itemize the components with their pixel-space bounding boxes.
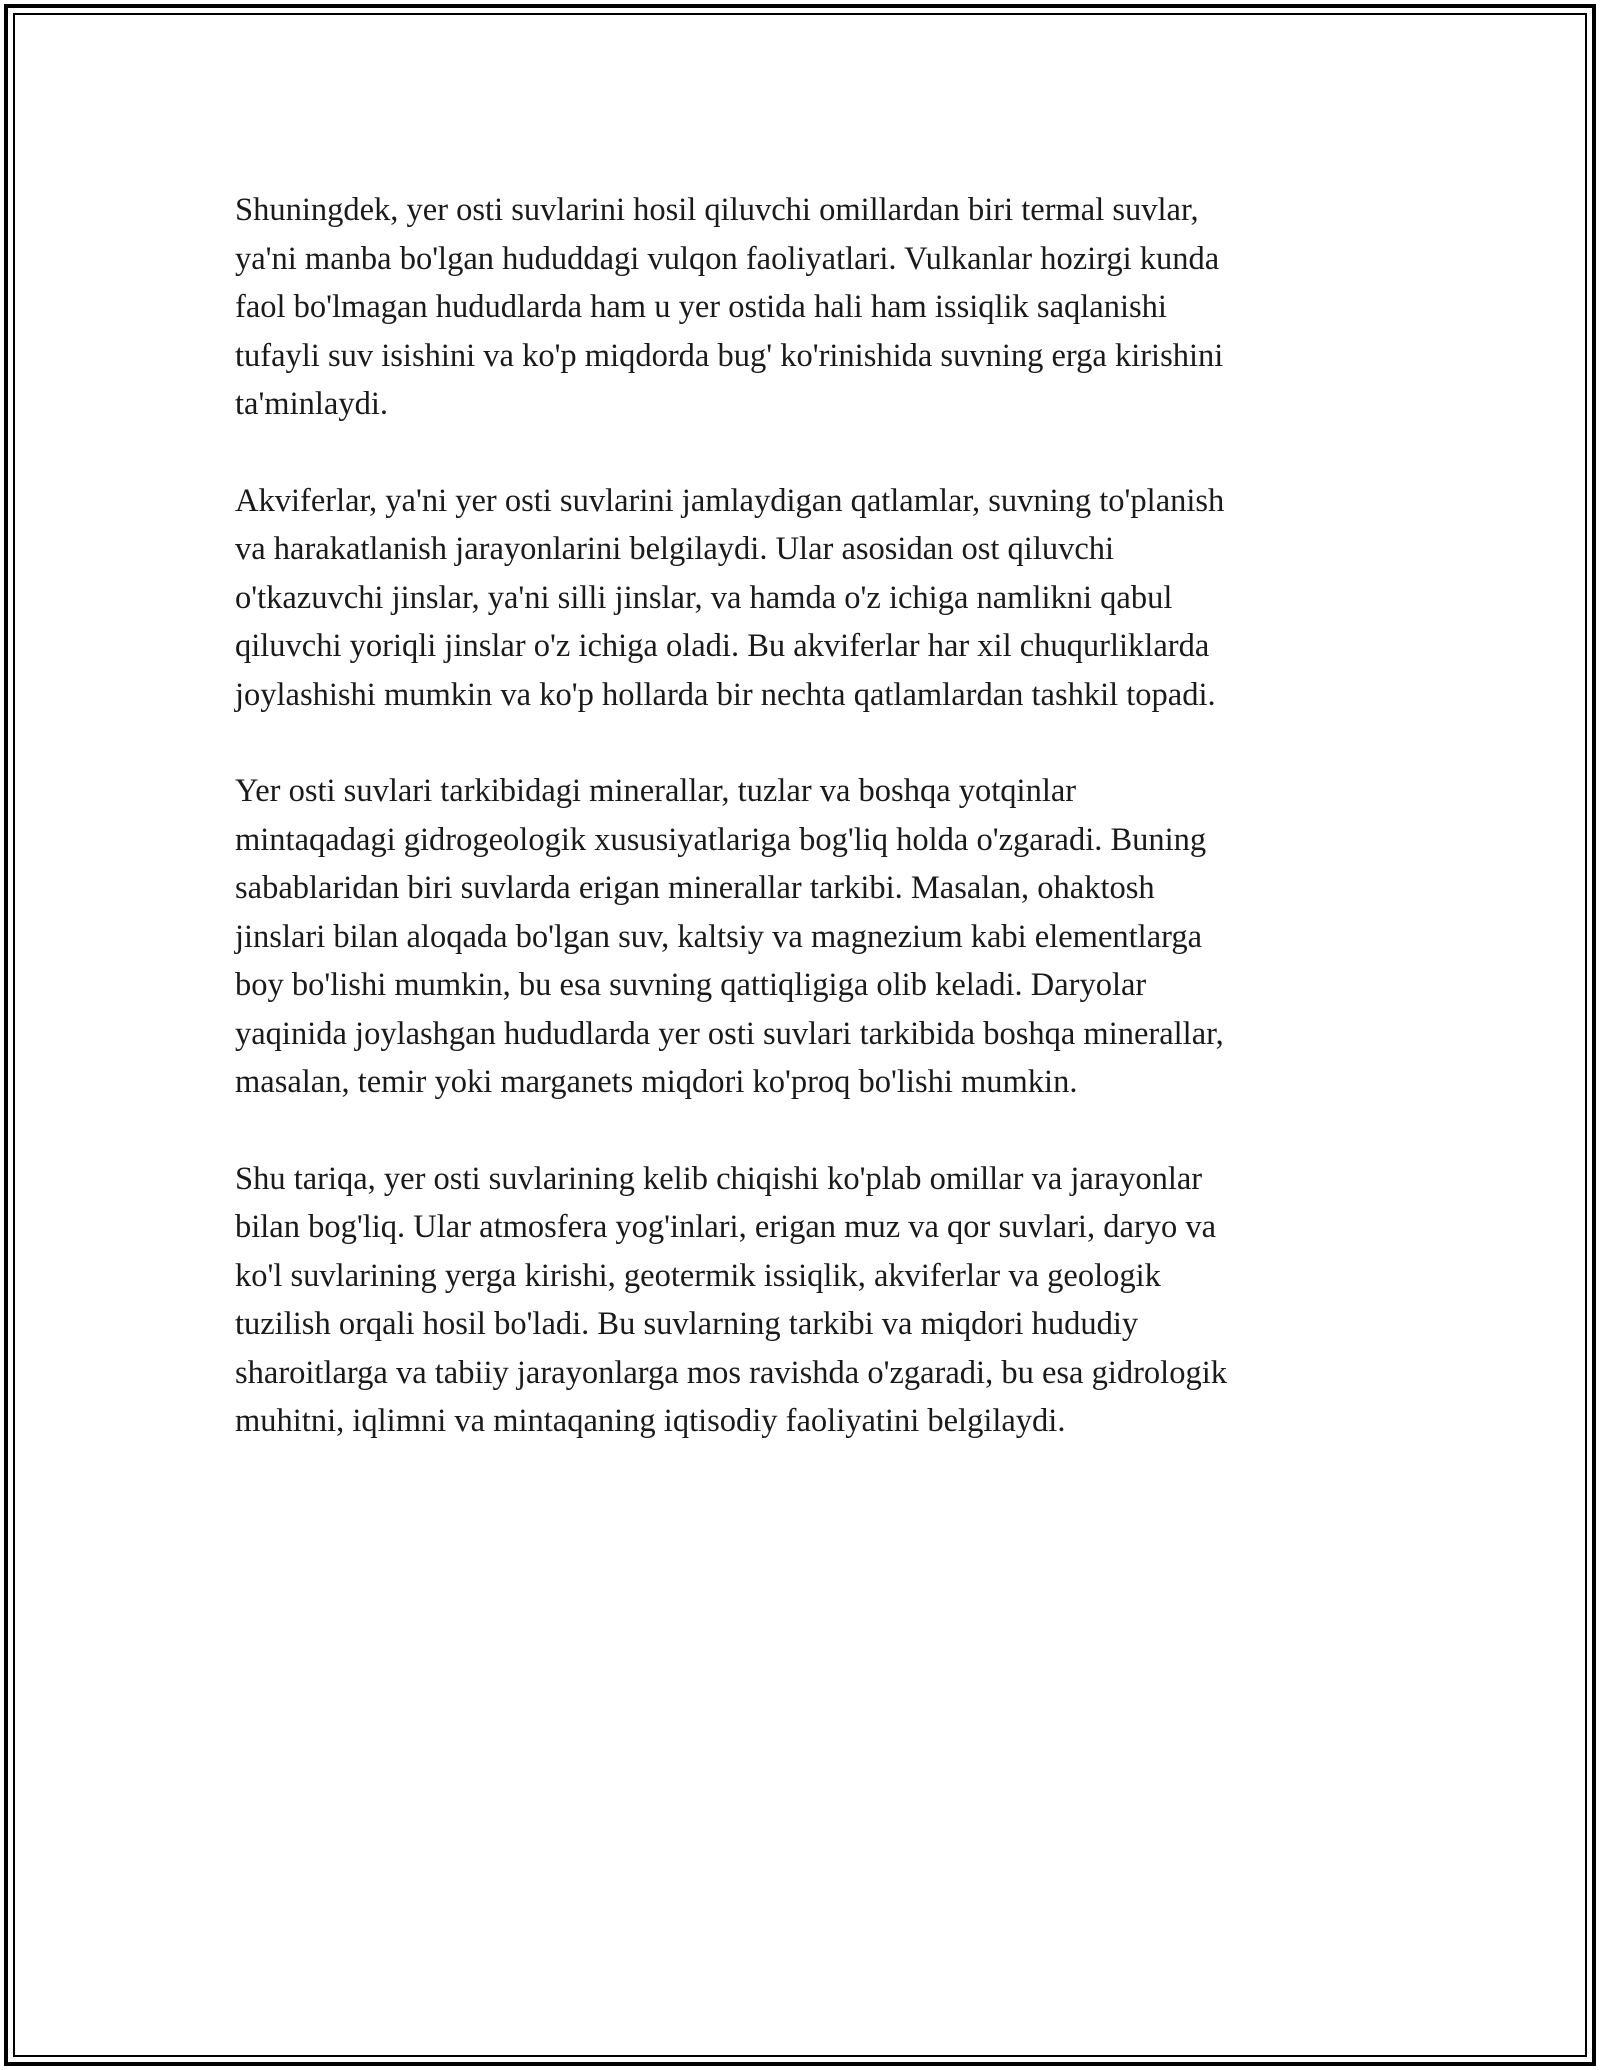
paragraph-minerallar: Yer osti suvlari tarkibidagi minerallar, tuzlar va boshqa yotqinlar mintaqadagi gidrogeologik xususiyatlariga bog'liq holda o'zgaradi. Buning sabablaridan biri suvlarda erigan minerallar tarkibi. Masalan, ohaktosh jinslari bilan aloqada bo'lgan suv, kaltsiy va magnezium kabi elementlarga boy bo'lishi mumkin, bu esa suvning qattiqligiga olib keladi. Daryolar yaqinida joylashgan hududlarda yer osti suvlari tarkibida boshqa minerallar, masalan, temir yoki marganets miqdori ko'proq bo'lishi mumkin. [235,773,1224,1100]
paragraph-termal-suvlar: Shuningdek, yer osti suvlarini hosil qiluvchi omillardan biri termal suvlar, ya'ni manba bo'lgan hududdagi vulqon faoliyatlari. Vulkanlar hozirgi kunda faol bo'lmagan hududlarda ham u yer ostida hali ham issiqlik saqlanishi tufayli suv isishini va ko'p miqdorda bug' ko'rinishida suvning erga kirishini ta'minlaydi. [235,192,1224,422]
paragraph-xulosa: Shu tariqa, yer osti suvlarining kelib chiqishi ko'plab omillar va jarayonlar bilan bog'liq. Ular atmosfera yog'inlari, erigan muz va qor suvlari, daryo va ko'l suvlarining yerga kirishi, geotermik issiqlik, akviferlar va geologik tuzilish orqali hosil bo'ladi. Bu suvlarning tarkibi va miqdori hududiy sharoitlarga va tabiiy jarayonlarga mos ravishda o'zgaradi, bu esa gidrologik muhitni, iqlimni va mintaqaning iqtisodiy faoliyatini belgilaydi. [235,1160,1227,1439]
paragraph-akviferlar: Akviferlar, ya'ni yer osti suvlarini jamlaydigan qatlamlar, suvning to'planish va harakatlanish jarayonlarini belgilaydi. Ular asosidan ost qiluvchi o'tkazuvchi jinslar, ya'ni silli jinslar, va hamda o'z ichiga namlikni qabul qiluvchi yoriqli jinslar o'z ichiga oladi. Bu akviferlar har xil chuqurliklarda joylashishi mumkin va ko'p hollarda bir nechta qatlamlardan tashkil topadi. [235,482,1225,713]
document-body [235,186,1370,1494]
